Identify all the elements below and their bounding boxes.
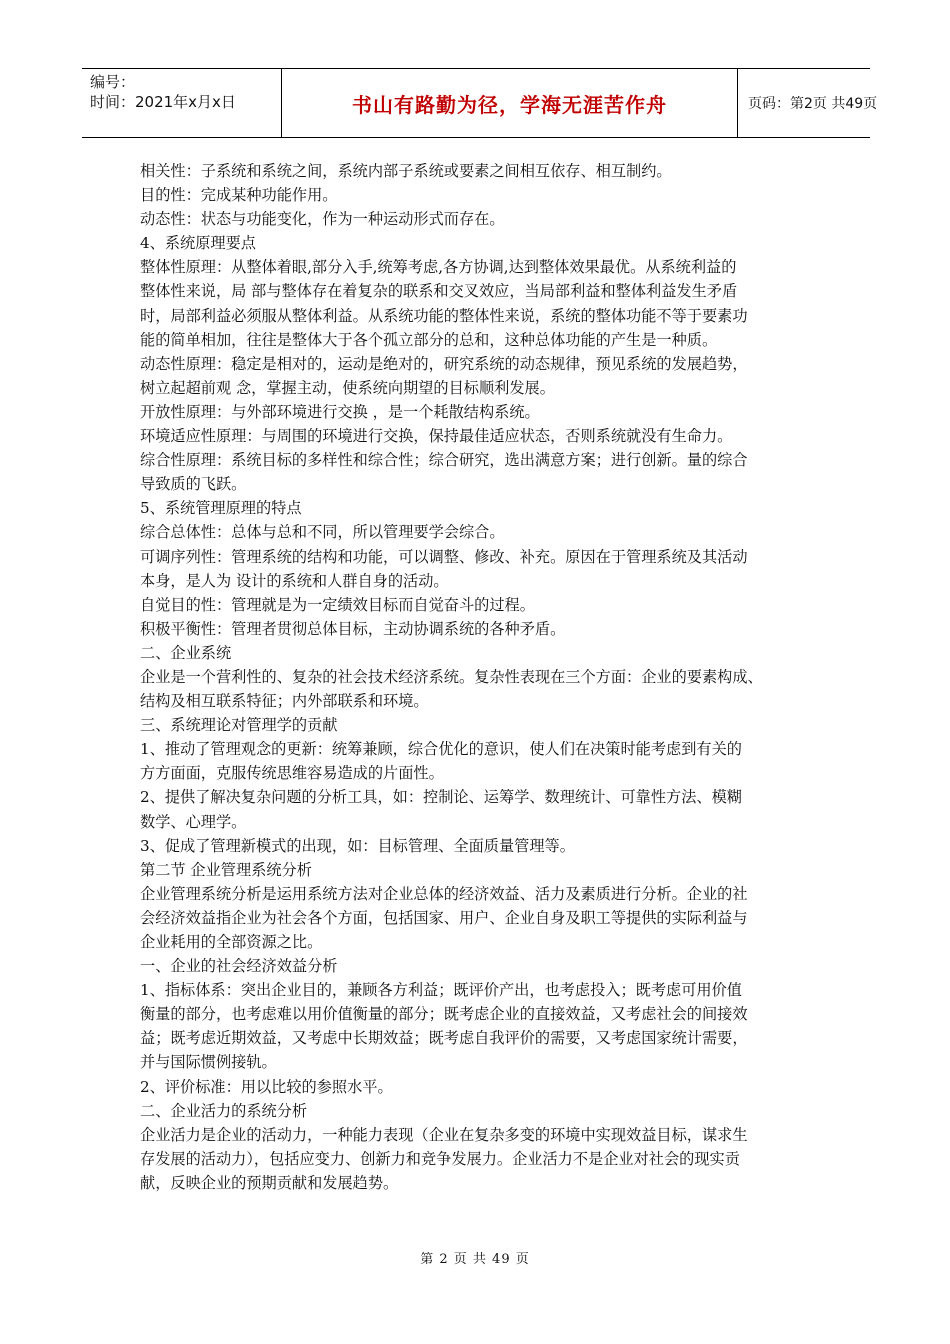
text-line: 目的性：完成某种功能作用。 xyxy=(140,186,338,205)
page-header xyxy=(82,68,878,138)
time-label: 时间：2021年x月x日 xyxy=(90,93,236,111)
text-line: 4、系统原理要点 xyxy=(140,234,256,253)
text-line: 本身，是人为 设计的系统和人群自身的活动。 xyxy=(140,571,449,590)
header-motto xyxy=(282,69,738,137)
text-line: 导致质的飞跃。 xyxy=(140,475,247,494)
text-line: 综合总体性：总体与总和不同，所以管理要学会综合。 xyxy=(140,523,505,542)
motto-text: 书山有路勤为径，学海无涯苦作舟 xyxy=(352,92,667,117)
text-line: 企业管理系统分析是运用系统方法对企业总体的经济效益、活力及素质进行分析。企业的社 xyxy=(140,884,748,903)
text-line: 献，反映企业的预期贡献和发展趋势。 xyxy=(140,1173,399,1192)
text-line: 综合性原理：系统目标的多样性和综合性；综合研究，选出满意方案；进行创新。量的综合 xyxy=(140,451,748,470)
text-line: 衡量的部分，也考虑难以用价值衡量的部分；既考虑企业的直接效益，又考虑社会的间接效 xyxy=(140,1005,748,1024)
text-line: 动态性：状态与功能变化，作为一种运动形式而存在。 xyxy=(140,210,505,229)
text-line: 存发展的活动力），包括应变力、创新力和竞争发展力。企业活力不是企业对社会的现实贡 xyxy=(140,1149,740,1168)
text-line: 环境适应性原理：与周围的环境进行交换，保持最佳适应状态，否则系统就没有生命力。 xyxy=(140,427,733,446)
text-line: 益；既考虑近期效益，又考虑中长期效益；既考虑自我评价的需要，又考虑国家统计需要， xyxy=(140,1029,748,1048)
text-line: 企业活力是企业的活动力，一种能力表现（企业在复杂多变的环境中实现效益目标，谋求生 xyxy=(140,1125,748,1144)
text-line: 二、企业活力的系统分析 xyxy=(140,1101,308,1120)
text-line: 会经济效益指企业为社会各个方面，包括国家、用户、企业自身及职工等提供的实际利益与 xyxy=(140,908,748,927)
page-footer xyxy=(0,1248,950,1267)
text-line: 树立起超前观 念，掌握主动，使系统向期望的目标顺利发展。 xyxy=(140,378,555,397)
text-line: 时，局部利益必须服从整体利益。从系统功能的整体性来说，系统的整体功能不等于要素功 xyxy=(140,306,748,325)
text-line: 企业耗用的全部资源之比。 xyxy=(140,933,323,951)
text-line: 并与国际惯例接轨。 xyxy=(140,1053,277,1072)
text-line: 能的简单相加，往往是整体大于各个孤立部分的总和，这种总体功能的产生是一种质。 xyxy=(140,330,718,349)
text-line: 数学、心理学。 xyxy=(140,812,247,831)
text-line: 积极平衡性：管理者贯彻总体目标，主动协调系统的各种矛盾。 xyxy=(140,619,566,638)
header-page-code xyxy=(738,69,878,137)
text-line: 5、系统管理原理的特点 xyxy=(140,499,302,518)
text-line: 2、提供了解决复杂问题的分析工具，如：控制论、运筹学、数理统计、可靠性方法、模糊 xyxy=(140,788,742,807)
text-line: 整体性来说，局 部与整体存在着复杂的联系和交叉效应，当局部利益和整体利益发生矛盾 xyxy=(140,282,738,301)
text-line: 结构及相互联系特征；内外部联系和环境。 xyxy=(140,692,429,711)
document-body xyxy=(140,159,812,1195)
footer-page-number: 第 2 页 共 49 页 xyxy=(420,1252,530,1267)
text-line: 自觉目的性：管理就是为一定绩效目标而自觉奋斗的过程。 xyxy=(140,595,535,614)
text-line: 1、推动了管理观念的更新：统筹兼顾，综合优化的意识，使人们在决策时能考虑到有关的 xyxy=(140,740,742,759)
number-label: 编号： xyxy=(90,73,136,91)
text-line: 整体性原理：从整体着眼,部分入手,统筹考虑,各方协调,达到整体效果最优。从系统利益的 xyxy=(140,258,737,277)
page-code-text: 页码：第2页 共49页 xyxy=(748,96,878,112)
text-line: 方方面面，克服传统思维容易造成的片面性。 xyxy=(140,764,444,783)
header-meta xyxy=(82,69,282,137)
text-line: 相关性：子系统和系统之间，系统内部子系统或要素之间相互依存、相互制约。 xyxy=(140,162,672,180)
text-line: 动态性原理：稳定是相对的，运动是绝对的，研究系统的动态规律，预见系统的发展趋势， xyxy=(140,354,748,373)
text-line: 1、指标体系：突出企业目的，兼顾各方利益；既评价产出，也考虑投入；既考虑可用价值 xyxy=(140,981,742,1000)
text-line: 二、企业系统 xyxy=(140,643,232,662)
text-line: 一、企业的社会经济效益分析 xyxy=(140,957,338,976)
text-line: 第二节 企业管理系统分析 xyxy=(140,860,312,879)
text-line: 开放性原理：与外部环境进行交换 ，是一个耗散结构系统。 xyxy=(140,402,540,421)
text-line: 企业是一个营利性的、复杂的社会技术经济系统。复杂性表现在三个方面：企业的要素构成、 xyxy=(140,667,763,686)
text-line: 2、评价标准：用以比较的参照水平。 xyxy=(140,1077,393,1096)
text-line: 可调序列性：管理系统的结构和功能，可以调整、修改、补充。原因在于管理系统及其活动 xyxy=(140,547,748,566)
text-line: 三、系统理论对管理学的贡献 xyxy=(140,716,338,735)
text-line: 3、促成了管理新模式的出现，如：目标管理、全面质量管理等。 xyxy=(140,836,575,855)
